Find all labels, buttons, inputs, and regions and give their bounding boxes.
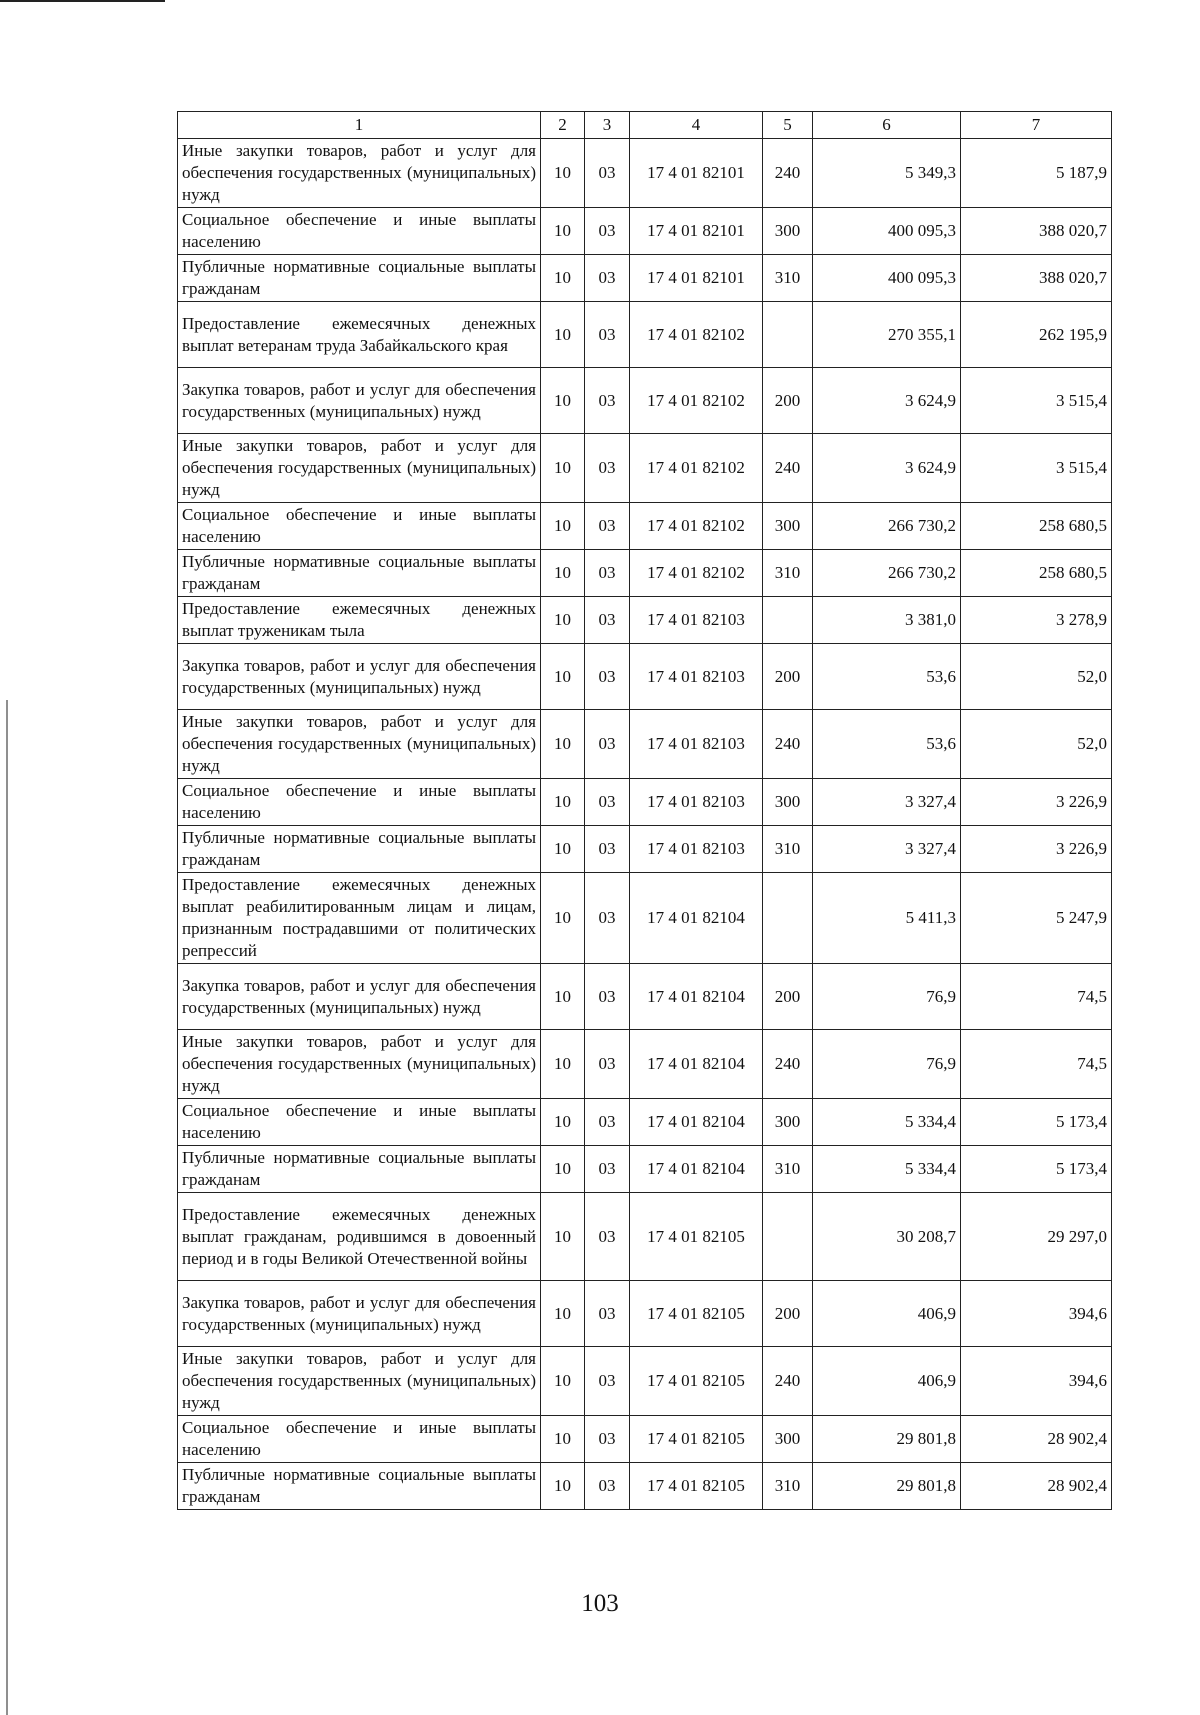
row-expense-type-cell: 310 (763, 255, 813, 302)
row-subsection-cell: 03 (585, 873, 630, 964)
row-expense-type-cell: 300 (763, 1416, 813, 1463)
table-row (178, 597, 1112, 644)
row-subsection-cell: 03 (585, 1146, 630, 1193)
row-amount-next-cell: 5 187,9 (961, 139, 1112, 208)
row-expense-type-cell: 300 (763, 1099, 813, 1146)
row-section-cell: 10 (541, 255, 585, 302)
header-col-3: 3 (585, 112, 630, 139)
row-amount-next-cell: 3 226,9 (961, 779, 1112, 826)
row-target-article-cell: 17 4 01 82105 (630, 1193, 763, 1281)
row-section-cell: 10 (541, 779, 585, 826)
table-row (178, 1347, 1112, 1416)
row-expense-type-cell: 300 (763, 779, 813, 826)
row-amount-next-cell: 5 247,9 (961, 873, 1112, 964)
row-amount-cell: 29 801,8 (813, 1463, 961, 1510)
row-subsection-cell: 03 (585, 434, 630, 503)
row-subsection-cell: 03 (585, 964, 630, 1030)
table-row (178, 826, 1112, 873)
header-col-7: 7 (961, 112, 1112, 139)
row-name-cell: Публичные нормативные социальные выплаты гражданам (178, 550, 541, 597)
row-expense-type-cell: 200 (763, 644, 813, 710)
row-expense-type-cell: 240 (763, 434, 813, 503)
row-name-cell: Иные закупки товаров, работ и услуг для обеспечения государственных (муниципальных) нужд (178, 710, 541, 779)
scan-artifact-left-edge (6, 700, 8, 1715)
row-target-article-cell: 17 4 01 82101 (630, 255, 763, 302)
row-subsection-cell: 03 (585, 368, 630, 434)
row-name-cell: Иные закупки товаров, работ и услуг для обеспечения государственных (муниципальных) нужд (178, 139, 541, 208)
row-amount-cell: 3 327,4 (813, 779, 961, 826)
row-expense-type-cell: 300 (763, 208, 813, 255)
table-row (178, 1099, 1112, 1146)
row-target-article-cell: 17 4 01 82103 (630, 779, 763, 826)
row-expense-type-cell (763, 302, 813, 368)
row-amount-next-cell: 394,6 (961, 1281, 1112, 1347)
table-row (178, 1030, 1112, 1099)
table-row (178, 139, 1112, 208)
table-row (178, 710, 1112, 779)
row-subsection-cell: 03 (585, 550, 630, 597)
table-row (178, 368, 1112, 434)
row-amount-next-cell: 52,0 (961, 710, 1112, 779)
row-expense-type-cell: 200 (763, 964, 813, 1030)
row-subsection-cell: 03 (585, 826, 630, 873)
row-expense-type-cell: 300 (763, 503, 813, 550)
row-name-cell: Социальное обеспечение и иные выплаты населению (178, 1416, 541, 1463)
row-subsection-cell: 03 (585, 1099, 630, 1146)
row-amount-cell: 3 624,9 (813, 368, 961, 434)
row-expense-type-cell: 240 (763, 1030, 813, 1099)
row-name-cell: Иные закупки товаров, работ и услуг для обеспечения государственных (муниципальных) нужд (178, 1347, 541, 1416)
row-name-cell: Предоставление ежемесячных денежных выплат труженикам тыла (178, 597, 541, 644)
row-amount-cell: 30 208,7 (813, 1193, 961, 1281)
row-section-cell: 10 (541, 1193, 585, 1281)
table-body (178, 139, 1112, 1510)
row-subsection-cell: 03 (585, 644, 630, 710)
table-row (178, 1416, 1112, 1463)
row-subsection-cell: 03 (585, 255, 630, 302)
row-amount-cell: 406,9 (813, 1281, 961, 1347)
row-target-article-cell: 17 4 01 82104 (630, 1099, 763, 1146)
page-number: 103 (581, 1590, 619, 1617)
row-target-article-cell: 17 4 01 82105 (630, 1347, 763, 1416)
row-amount-cell: 29 801,8 (813, 1416, 961, 1463)
budget-table (177, 111, 1112, 1510)
row-target-article-cell: 17 4 01 82102 (630, 302, 763, 368)
table-row (178, 1146, 1112, 1193)
row-subsection-cell: 03 (585, 1416, 630, 1463)
row-section-cell: 10 (541, 1281, 585, 1347)
row-expense-type-cell (763, 873, 813, 964)
row-section-cell: 10 (541, 1416, 585, 1463)
row-section-cell: 10 (541, 710, 585, 779)
row-section-cell: 10 (541, 550, 585, 597)
row-section-cell: 10 (541, 1099, 585, 1146)
row-amount-next-cell: 5 173,4 (961, 1099, 1112, 1146)
row-name-cell: Закупка товаров, работ и услуг для обеспечения государственных (муниципальных) нужд (178, 1281, 541, 1347)
row-expense-type-cell: 310 (763, 550, 813, 597)
row-target-article-cell: 17 4 01 82102 (630, 368, 763, 434)
row-section-cell: 10 (541, 964, 585, 1030)
table-row (178, 503, 1112, 550)
row-section-cell: 10 (541, 434, 585, 503)
row-amount-next-cell: 5 173,4 (961, 1146, 1112, 1193)
row-name-cell: Закупка товаров, работ и услуг для обеспечения государственных (муниципальных) нужд (178, 368, 541, 434)
row-amount-cell: 400 095,3 (813, 255, 961, 302)
row-name-cell: Социальное обеспечение и иные выплаты населению (178, 779, 541, 826)
row-expense-type-cell (763, 1193, 813, 1281)
table-row (178, 550, 1112, 597)
row-amount-next-cell: 3 515,4 (961, 434, 1112, 503)
row-amount-next-cell: 28 902,4 (961, 1463, 1112, 1510)
row-name-cell: Предоставление ежемесячных денежных выплат ветеранам труда Забайкальского края (178, 302, 541, 368)
row-subsection-cell: 03 (585, 139, 630, 208)
row-target-article-cell: 17 4 01 82103 (630, 597, 763, 644)
row-amount-next-cell: 258 680,5 (961, 503, 1112, 550)
row-amount-cell: 5 334,4 (813, 1099, 961, 1146)
row-amount-cell: 266 730,2 (813, 550, 961, 597)
row-amount-next-cell: 388 020,7 (961, 208, 1112, 255)
row-amount-cell: 400 095,3 (813, 208, 961, 255)
table-row (178, 208, 1112, 255)
row-amount-cell: 266 730,2 (813, 503, 961, 550)
table-row (178, 255, 1112, 302)
row-name-cell: Публичные нормативные социальные выплаты гражданам (178, 255, 541, 302)
row-target-article-cell: 17 4 01 82103 (630, 826, 763, 873)
table-header-row (178, 112, 1112, 139)
row-name-cell: Предоставление ежемесячных денежных выплат гражданам, родившимся в довоенный период и в годы Великой Отечественной войны (178, 1193, 541, 1281)
row-amount-next-cell: 74,5 (961, 1030, 1112, 1099)
row-section-cell: 10 (541, 644, 585, 710)
row-section-cell: 10 (541, 302, 585, 368)
row-target-article-cell: 17 4 01 82105 (630, 1416, 763, 1463)
row-section-cell: 10 (541, 873, 585, 964)
header-col-2: 2 (541, 112, 585, 139)
table-row (178, 1281, 1112, 1347)
row-name-cell: Закупка товаров, работ и услуг для обеспечения государственных (муниципальных) нужд (178, 964, 541, 1030)
row-section-cell: 10 (541, 1146, 585, 1193)
row-section-cell: 10 (541, 139, 585, 208)
row-target-article-cell: 17 4 01 82102 (630, 503, 763, 550)
row-name-cell: Публичные нормативные социальные выплаты гражданам (178, 826, 541, 873)
row-name-cell: Публичные нормативные социальные выплаты гражданам (178, 1146, 541, 1193)
row-amount-next-cell: 28 902,4 (961, 1416, 1112, 1463)
row-amount-cell: 53,6 (813, 710, 961, 779)
table-row (178, 1193, 1112, 1281)
row-target-article-cell: 17 4 01 82104 (630, 1146, 763, 1193)
row-expense-type-cell: 200 (763, 368, 813, 434)
row-target-article-cell: 17 4 01 82104 (630, 873, 763, 964)
row-amount-cell: 5 411,3 (813, 873, 961, 964)
row-expense-type-cell: 240 (763, 139, 813, 208)
row-expense-type-cell: 310 (763, 826, 813, 873)
row-amount-next-cell: 74,5 (961, 964, 1112, 1030)
row-section-cell: 10 (541, 1463, 585, 1510)
row-amount-cell: 270 355,1 (813, 302, 961, 368)
row-target-article-cell: 17 4 01 82102 (630, 434, 763, 503)
row-name-cell: Закупка товаров, работ и услуг для обеспечения государственных (муниципальных) нужд (178, 644, 541, 710)
row-amount-next-cell: 394,6 (961, 1347, 1112, 1416)
row-amount-next-cell: 262 195,9 (961, 302, 1112, 368)
row-amount-next-cell: 3 226,9 (961, 826, 1112, 873)
header-col-6: 6 (813, 112, 961, 139)
row-amount-next-cell: 3 515,4 (961, 368, 1112, 434)
row-subsection-cell: 03 (585, 302, 630, 368)
row-target-article-cell: 17 4 01 82101 (630, 139, 763, 208)
row-subsection-cell: 03 (585, 1281, 630, 1347)
row-name-cell: Публичные нормативные социальные выплаты гражданам (178, 1463, 541, 1510)
row-amount-next-cell: 52,0 (961, 644, 1112, 710)
row-amount-cell: 3 624,9 (813, 434, 961, 503)
row-target-article-cell: 17 4 01 82103 (630, 644, 763, 710)
row-expense-type-cell: 200 (763, 1281, 813, 1347)
row-name-cell: Социальное обеспечение и иные выплаты населению (178, 1099, 541, 1146)
table-row (178, 434, 1112, 503)
header-col-4: 4 (630, 112, 763, 139)
row-amount-cell: 5 334,4 (813, 1146, 961, 1193)
table-row (178, 873, 1112, 964)
row-expense-type-cell: 310 (763, 1463, 813, 1510)
row-expense-type-cell: 240 (763, 1347, 813, 1416)
row-subsection-cell: 03 (585, 710, 630, 779)
row-amount-next-cell: 29 297,0 (961, 1193, 1112, 1281)
row-target-article-cell: 17 4 01 82104 (630, 964, 763, 1030)
row-section-cell: 10 (541, 368, 585, 434)
row-subsection-cell: 03 (585, 597, 630, 644)
row-expense-type-cell: 310 (763, 1146, 813, 1193)
row-name-cell: Предоставление ежемесячных денежных выплат реабилитированным лицам и лицам, признанным пострадавшими от политических репрессий (178, 873, 541, 964)
row-amount-next-cell: 388 020,7 (961, 255, 1112, 302)
row-target-article-cell: 17 4 01 82103 (630, 710, 763, 779)
table-row (178, 302, 1112, 368)
row-section-cell: 10 (541, 503, 585, 550)
table-row (178, 644, 1112, 710)
row-expense-type-cell (763, 597, 813, 644)
row-name-cell: Социальное обеспечение и иные выплаты населению (178, 208, 541, 255)
row-subsection-cell: 03 (585, 779, 630, 826)
row-subsection-cell: 03 (585, 1030, 630, 1099)
row-target-article-cell: 17 4 01 82101 (630, 208, 763, 255)
row-section-cell: 10 (541, 208, 585, 255)
row-target-article-cell: 17 4 01 82105 (630, 1281, 763, 1347)
row-section-cell: 10 (541, 1030, 585, 1099)
row-amount-cell: 76,9 (813, 964, 961, 1030)
table-row (178, 1463, 1112, 1510)
row-target-article-cell: 17 4 01 82102 (630, 550, 763, 597)
table-row (178, 779, 1112, 826)
row-section-cell: 10 (541, 597, 585, 644)
row-name-cell: Социальное обеспечение и иные выплаты населению (178, 503, 541, 550)
table-row (178, 964, 1112, 1030)
row-amount-cell: 5 349,3 (813, 139, 961, 208)
row-subsection-cell: 03 (585, 1347, 630, 1416)
row-amount-cell: 406,9 (813, 1347, 961, 1416)
row-target-article-cell: 17 4 01 82104 (630, 1030, 763, 1099)
row-section-cell: 10 (541, 1347, 585, 1416)
row-amount-cell: 3 381,0 (813, 597, 961, 644)
row-amount-next-cell: 258 680,5 (961, 550, 1112, 597)
row-name-cell: Иные закупки товаров, работ и услуг для обеспечения государственных (муниципальных) нужд (178, 1030, 541, 1099)
row-section-cell: 10 (541, 826, 585, 873)
row-name-cell: Иные закупки товаров, работ и услуг для обеспечения государственных (муниципальных) нужд (178, 434, 541, 503)
row-amount-cell: 53,6 (813, 644, 961, 710)
row-subsection-cell: 03 (585, 503, 630, 550)
row-amount-cell: 3 327,4 (813, 826, 961, 873)
header-col-5: 5 (763, 112, 813, 139)
row-subsection-cell: 03 (585, 208, 630, 255)
row-amount-cell: 76,9 (813, 1030, 961, 1099)
header-col-1: 1 (178, 112, 541, 139)
row-subsection-cell: 03 (585, 1463, 630, 1510)
scan-artifact-top-line (0, 0, 165, 2)
row-expense-type-cell: 240 (763, 710, 813, 779)
row-amount-next-cell: 3 278,9 (961, 597, 1112, 644)
row-target-article-cell: 17 4 01 82105 (630, 1463, 763, 1510)
row-subsection-cell: 03 (585, 1193, 630, 1281)
